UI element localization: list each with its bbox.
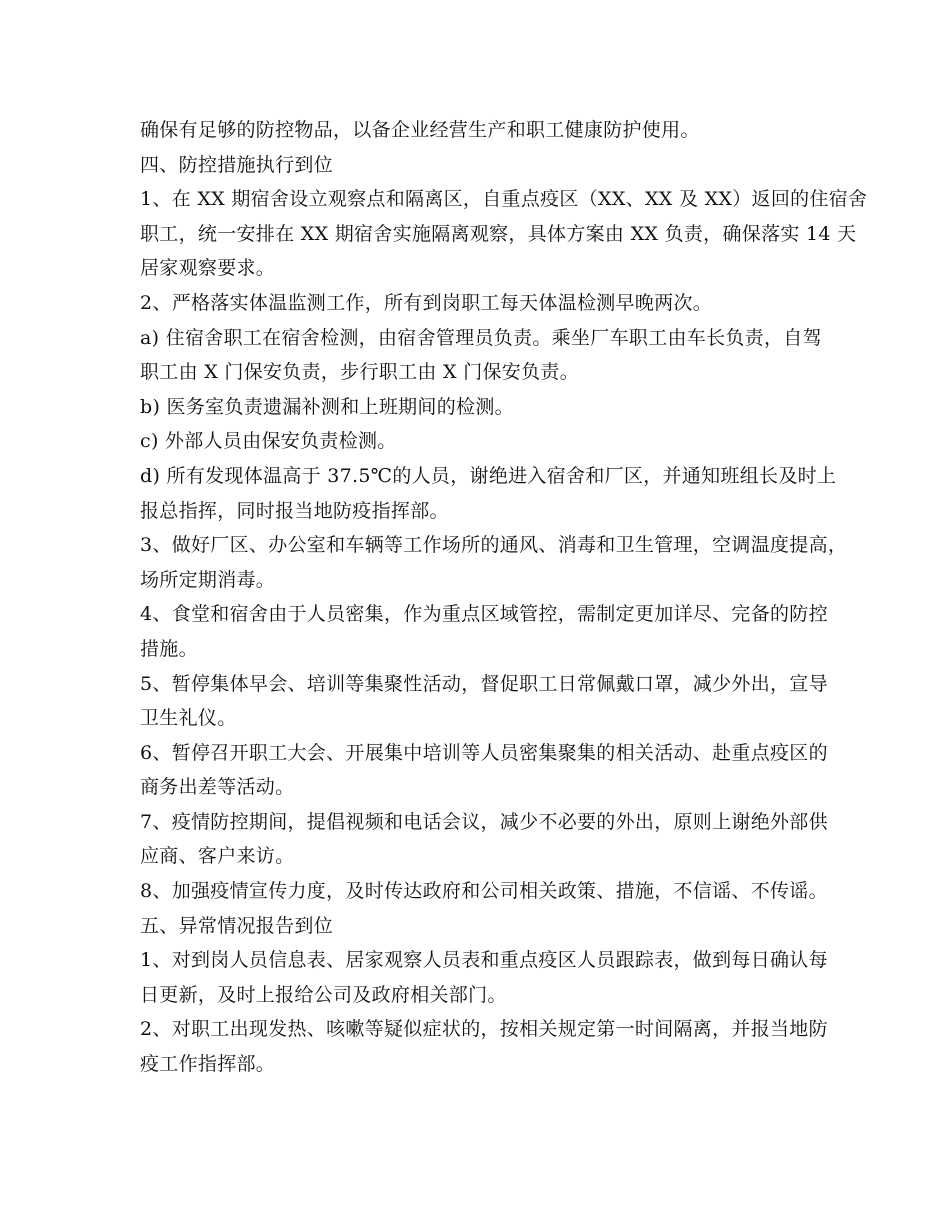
- text-line: 1、在 XX 期宿舍设立观察点和隔离区，自重点疫区（XX、XX 及 XX）返回的住宿舍: [140, 188, 868, 211]
- text-line: 确保有足够的防控物品，以备企业经营生产和职工健康防护使用。: [140, 119, 700, 141]
- text-line: 7、疫情防控期间，提倡视频和电话会议，减少不必要的外出，原则上谢绝外部供: [140, 810, 828, 833]
- text-line: d) 所有发现体温高于 37.5℃的人员，谢绝进入宿舍和厂区，并通知班组长及时上: [140, 464, 837, 487]
- text-line: 2、严格落实体温监测工作，所有到岗职工每天体温检测早晚两次。: [140, 291, 713, 314]
- text-line: 1、对到岗人员信息表、居家观察人员表和重点疫区人员跟踪表，做到每日确认每: [140, 949, 828, 972]
- text-line: 报总指挥，同时报当地防疫指挥部。: [140, 499, 449, 522]
- text-line: 日更新，及时上报给公司及政府相关部门。: [140, 983, 507, 1006]
- text-line: 商务出差等活动。: [140, 776, 295, 799]
- text-line: b) 医务室负责遗漏补测和上班期间的检测。: [140, 395, 514, 418]
- section-heading: 五、异常情况报告到位: [140, 914, 334, 937]
- text-line: 2、对职工出现发热、咳嗽等疑似症状的，按相关规定第一时间隔离，并报当地防: [140, 1018, 828, 1041]
- text-line: 3、做好厂区、办公室和车辆等工作场所的通风、消毒和卫生管理，空调温度提高，: [140, 534, 848, 557]
- text-line: 4、食堂和宿舍由于人员密集，作为重点区域管控，需制定更加详尽、完备的防控: [140, 603, 828, 626]
- text-line: 疫工作指挥部。: [140, 1053, 276, 1076]
- text-line: 职工，统一安排在 XX 期宿舍实施隔离观察，具体方案由 XX 负责，确保落实 14 天: [140, 222, 857, 245]
- text-line: 6、暂停召开职工大会、开展集中培训等人员密集聚集的相关活动、赴重点疫区的: [140, 741, 828, 764]
- text-line: a) 住宿舍职工在宿舍检测，由宿舍管理员负责。乘坐厂车职工由车长负责，自驾: [140, 326, 822, 349]
- document-body: [140, 113, 868, 1082]
- text-line: c) 外部人员由保安负责检测。: [140, 430, 397, 453]
- text-line: 措施。: [140, 637, 198, 660]
- text-line: 5、暂停集体早会、培训等集聚性活动，督促职工日常佩戴口罩，减少外出，宣导: [140, 672, 828, 695]
- text-line: 卫生礼仪。: [140, 707, 237, 730]
- text-line: 居家观察要求。: [140, 257, 276, 280]
- text-line: 8、加强疫情宣传力度，及时传达政府和公司相关政策、措施，不信谣、不传谣。: [140, 880, 828, 903]
- text-line: 场所定期消毒。: [140, 568, 276, 591]
- text-line: 应商、客户来访。: [140, 845, 295, 868]
- section-heading: 四、防控措施执行到位: [140, 153, 334, 176]
- text-line: 职工由 X 门保安负责，步行职工由 X 门保安负责。: [140, 361, 580, 384]
